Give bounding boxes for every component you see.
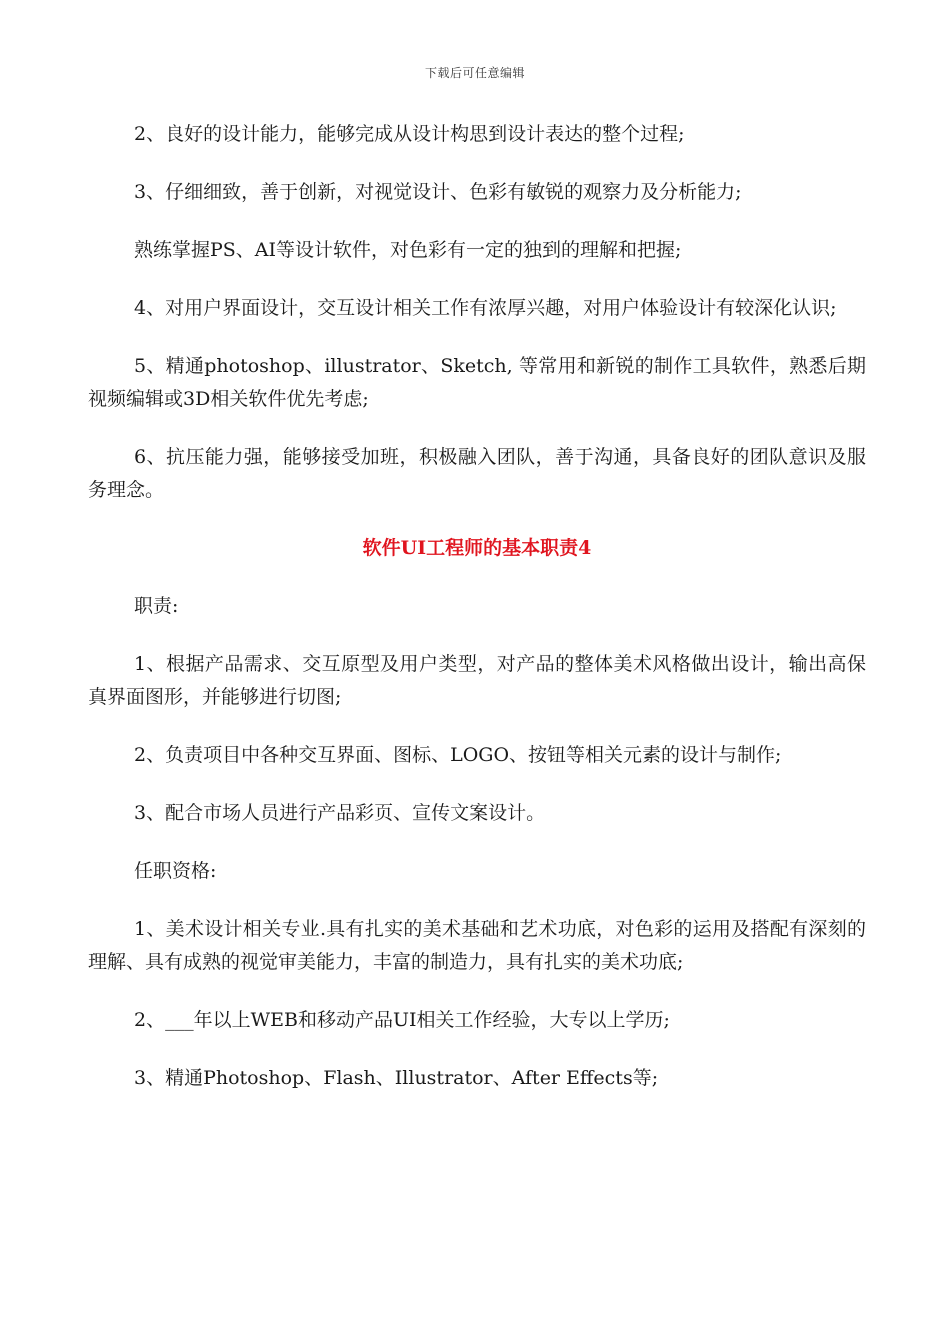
paragraph-qualification-3: 3、精通Photoshop、Flash、Illustrator、After Effects等; xyxy=(134,1067,659,1089)
paragraph-ux-interest: 4、对用户界面设计，交互设计相关工作有浓厚兴趣，对用户体验设计有较深化认识; xyxy=(134,297,837,319)
paragraph-careful-innovative: 3、仔细细致，善于创新，对视觉设计、色彩有敏锐的观察力及分析能力; xyxy=(134,181,742,203)
paragraph-teamwork: 6、抗压能力强，能够接受加班，积极融入团队，善于沟通，具备良好的团队意识及服务理念。 xyxy=(88,446,866,501)
document-body xyxy=(88,118,866,1120)
section-title: 软件UI工程师的基本职责4 xyxy=(362,537,592,559)
paragraph-qualification-1: 1、美术设计相关专业.具有扎实的美术基础和艺术功底，对色彩的运用及搭配有深刻的理解、具有成熟的视觉审美能力，丰富的制造力，具有扎实的美术功底; xyxy=(88,918,866,973)
paragraph-software-skills: 熟练掌握PS、AI等设计软件，对色彩有一定的独到的理解和把握; xyxy=(134,239,682,261)
paragraph-qualification-2: 2、___年以上WEB和移动产品UI相关工作经验，大专以上学历; xyxy=(134,1009,670,1031)
header-note: 下载后可任意编辑 xyxy=(424,66,525,80)
paragraph-tools-proficiency: 5、精通photoshop、illustrator、Sketch, 等常用和新锐的制作工具软件，熟悉后期视频编辑或3D相关软件优先考虑; xyxy=(88,355,866,410)
paragraph-design-ability: 2、良好的设计能力，能够完成从设计构思到设计表达的整个过程; xyxy=(134,123,685,145)
paragraph-duties-label: 职责: xyxy=(134,595,179,617)
paragraph-duty-1: 1、根据产品需求、交互原型及用户类型，对产品的整体美术风格做出设计，输出高保真界面图形，并能够进行切图; xyxy=(88,653,866,708)
paragraph-duty-3: 3、配合市场人员进行产品彩页、宣传文案设计。 xyxy=(134,802,546,824)
paragraph-qualifications-label: 任职资格: xyxy=(134,860,217,882)
paragraph-duty-2: 2、负责项目中各种交互界面、图标、LOGO、按钮等相关元素的设计与制作; xyxy=(134,744,782,766)
